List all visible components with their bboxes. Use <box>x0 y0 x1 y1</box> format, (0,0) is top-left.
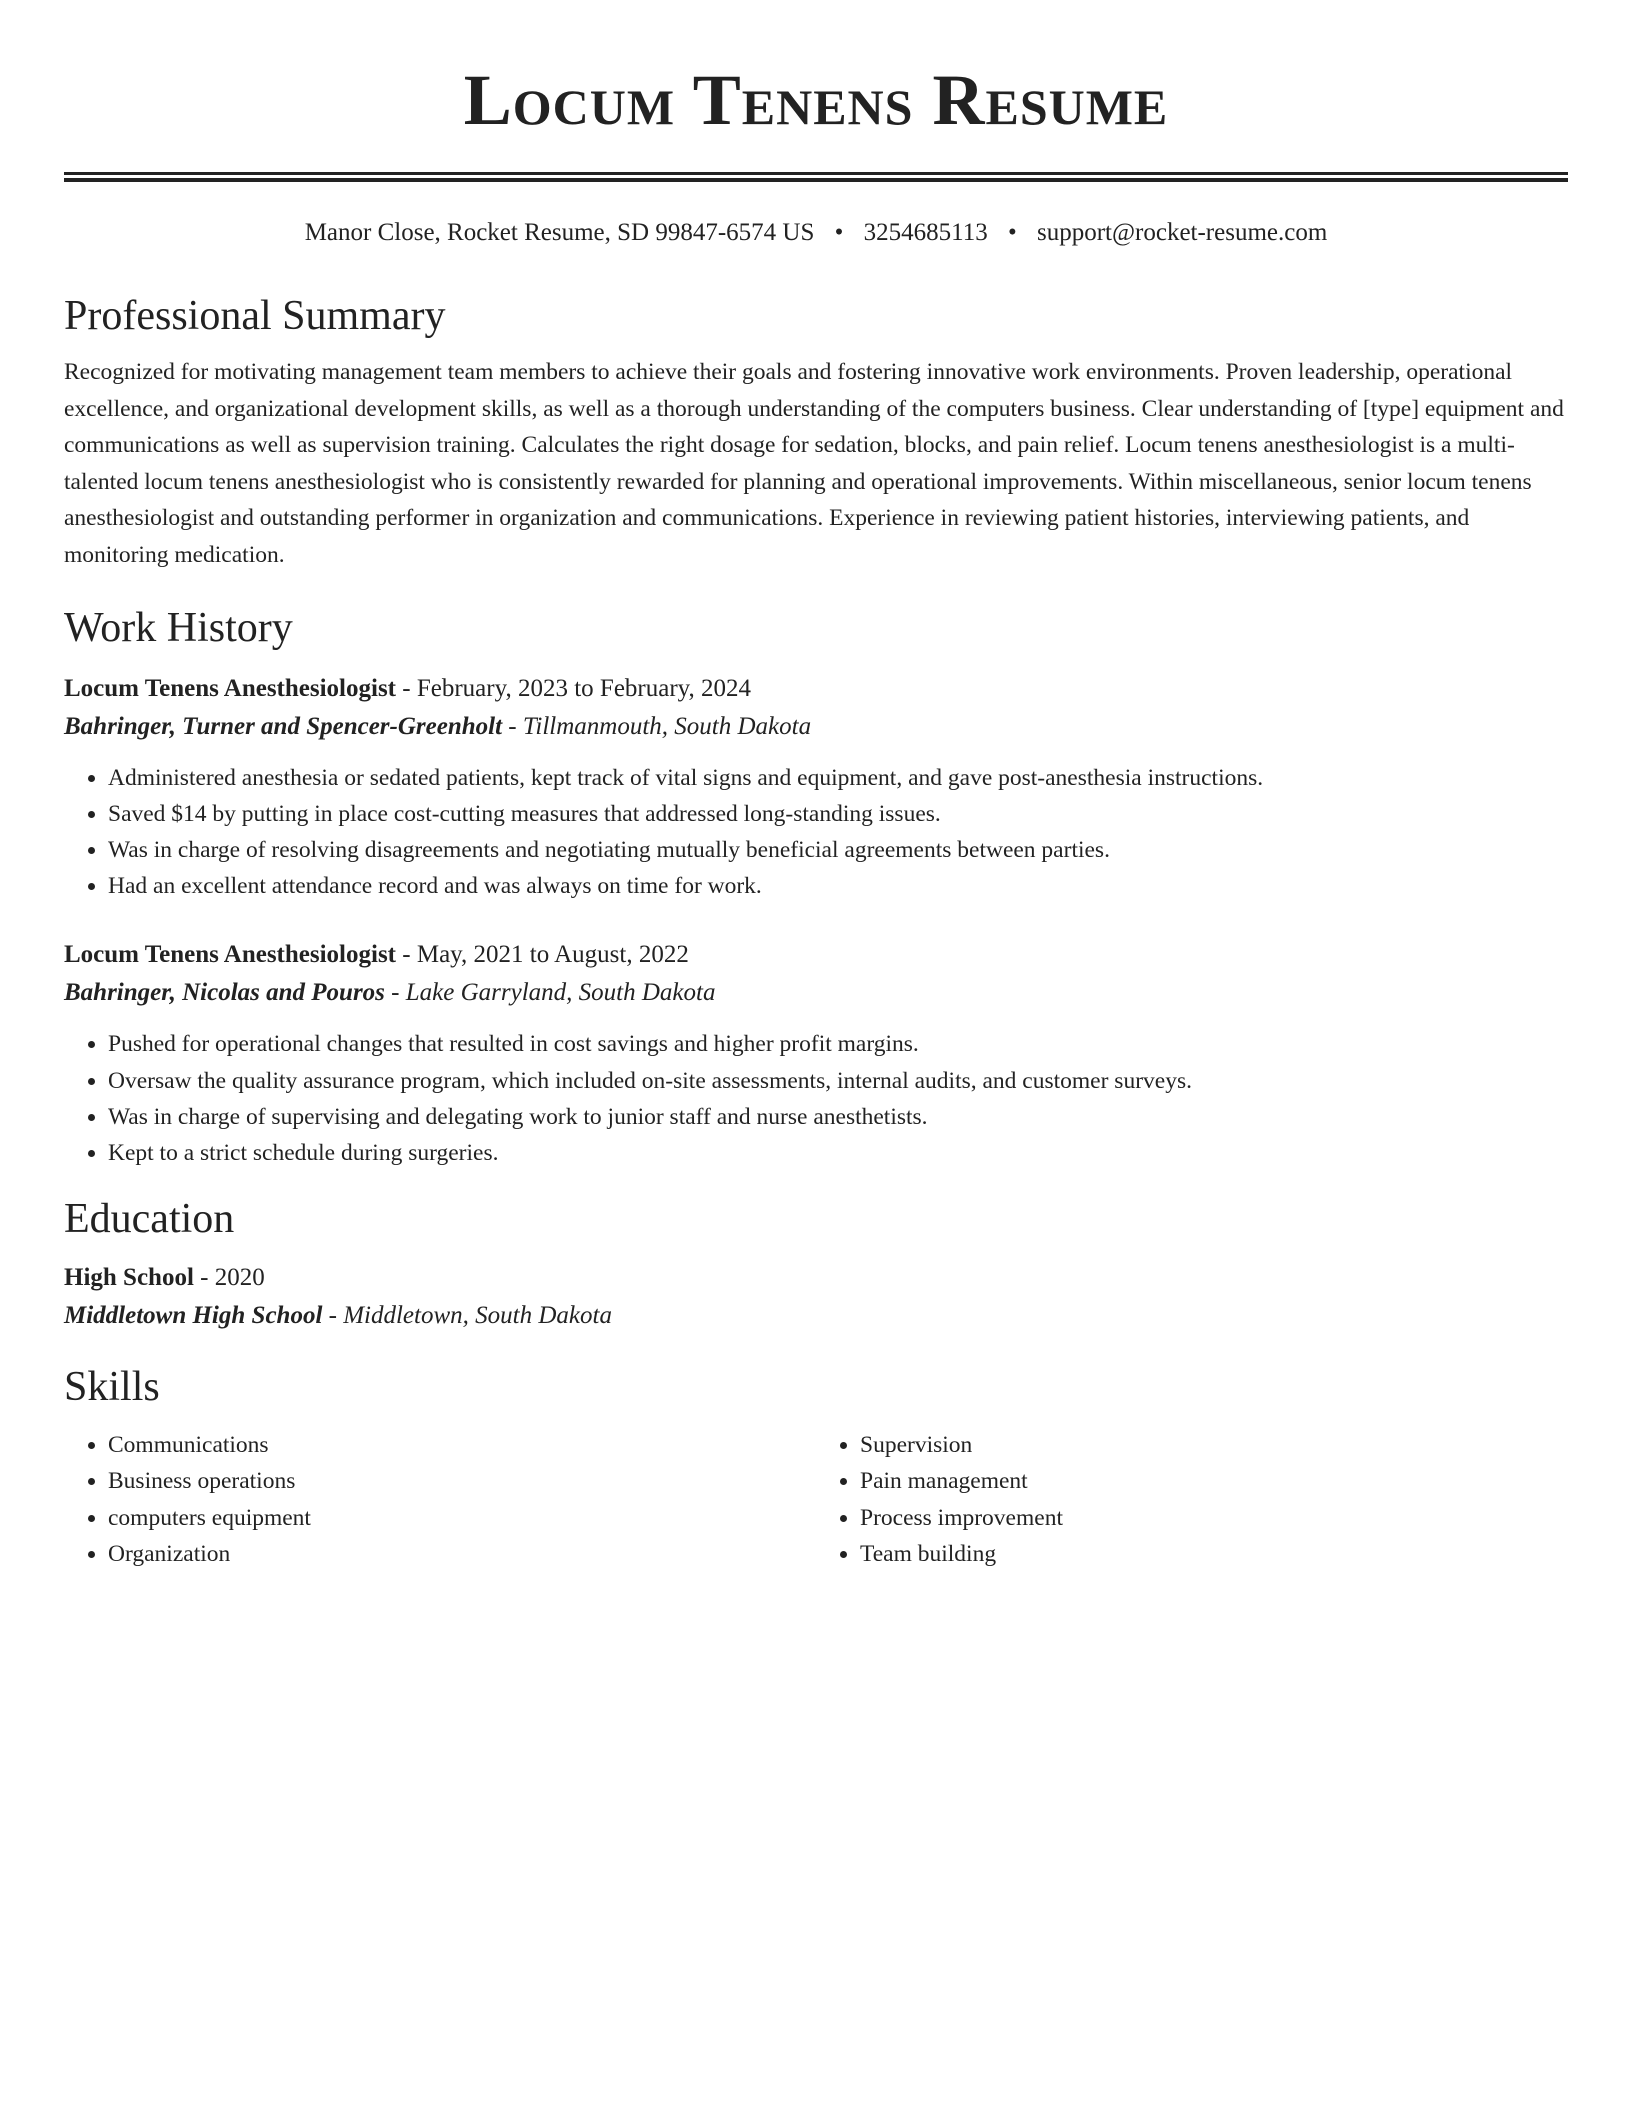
job-dash: - <box>384 979 406 1007</box>
list-item: • Was in charge of resolving disagreements and negotiating mutually beneficial agreements between parties. <box>108 832 1568 868</box>
summary-heading: Professional Summary <box>64 293 446 339</box>
education-dash: - <box>322 1302 344 1330</box>
list-item: • Saved $14 by putting in place cost-cutting measures that addressed long-standing issues. <box>108 796 1568 832</box>
job-company: Bahringer, Nicolas and Pouros <box>64 979 385 1007</box>
education-entry <box>64 1259 1568 1335</box>
job-dash: - <box>396 941 417 969</box>
summary-text: Recognized for motivating management team members to achieve their goals and fostering innovative work environments. Proven leadership, operational excellence, and organizational development skills, as well as a thorough understanding of the computers business. Clear understanding of [type] equipment and communications as well as supervision training. Calculates the right dosage for sedation, blocks, and pain relief. Locum tenens anesthesiologist is a multi-talented locum tenens anesthesiologist who is consistently rewarded for planning and operational improvements. Within miscellaneous, senior locum tenens anesthesiologist and outstanding performer in organization and communications. Experience in reviewing patient histories, interviewing patients, and monitoring medication. <box>64 359 1564 568</box>
education-degree-line <box>64 1259 1568 1297</box>
work-history-heading: Work History <box>64 604 293 651</box>
job-location: Lake Garryland, South Dakota <box>405 979 716 1007</box>
contact-phone: 3254685113 <box>863 219 988 246</box>
job-company: Bahringer, Turner and Spencer-Greenholt <box>64 712 503 740</box>
job-dash: - <box>396 674 417 702</box>
list-item: • Was in charge of supervising and delegating work to junior staff and nurse anesthetists. <box>108 1099 1568 1135</box>
contact-separator: • <box>1007 219 1017 246</box>
skills-heading: Skills <box>64 1364 160 1411</box>
job-bullets <box>64 760 1568 905</box>
skill-item: • computers equipment <box>108 1500 816 1536</box>
education-heading: Education <box>64 1196 235 1243</box>
job-title-line <box>64 670 1568 708</box>
job-entry <box>64 670 1568 905</box>
contact-separator: • <box>834 219 844 246</box>
job-title-line <box>64 936 1568 974</box>
job-title: Locum Tenens Anesthesiologist <box>64 941 397 969</box>
education-school-line <box>64 1297 1568 1335</box>
job-title: Locum Tenens Anesthesiologist <box>64 674 397 702</box>
skill-item: • Organization <box>108 1536 816 1572</box>
job-company-line <box>64 708 1568 746</box>
skills-column-left <box>64 1427 816 1572</box>
job-location: Tillmanmouth, South Dakota <box>522 712 812 740</box>
job-dash: - <box>502 712 523 740</box>
list-item: • Had an excellent attendance record and was always on time for work. <box>108 868 1568 904</box>
list-item: • Oversaw the quality assurance program, which included on-site assessments, internal audits, and customer surveys. <box>108 1063 1568 1099</box>
skill-item: • Business operations <box>108 1463 816 1499</box>
job-dates: February, 2023 to February, 2024 <box>416 674 752 702</box>
job-dates: May, 2021 to August, 2022 <box>416 941 689 969</box>
skill-item: • Pain management <box>860 1463 1568 1499</box>
list-item: • Administered anesthesia or sedated patients, kept track of vital signs and equipment, and gave post-anesthesia instructions. <box>108 760 1568 796</box>
skills-grid <box>64 1427 1568 1572</box>
contact-line <box>64 216 1568 250</box>
skill-item: • Team building <box>860 1536 1568 1572</box>
contact-email: support@rocket-resume.com <box>1037 219 1328 246</box>
education-dash: - <box>193 1264 215 1292</box>
job-bullets <box>64 1026 1568 1171</box>
job-company-line <box>64 974 1568 1012</box>
skill-item: • Communications <box>108 1427 816 1463</box>
title-divider <box>64 172 1568 182</box>
list-item: • Kept to a strict schedule during surgeries. <box>108 1135 1568 1171</box>
skill-item: • Supervision <box>860 1427 1568 1463</box>
skills-column-right <box>816 1427 1568 1572</box>
skill-item: • Process improvement <box>860 1500 1568 1536</box>
resume-title: Locum Tenens Resume <box>463 60 1169 140</box>
education-year: 2020 <box>214 1264 265 1292</box>
list-item: • Pushed for operational changes that resulted in cost savings and higher profit margins. <box>108 1026 1568 1062</box>
education-school: Middletown High School <box>64 1302 323 1330</box>
education-degree: High School <box>64 1264 194 1292</box>
education-location: Middletown, South Dakota <box>343 1302 612 1330</box>
job-entry <box>64 936 1568 1171</box>
contact-address: Manor Close, Rocket Resume, SD 99847-6574 US <box>304 219 815 246</box>
